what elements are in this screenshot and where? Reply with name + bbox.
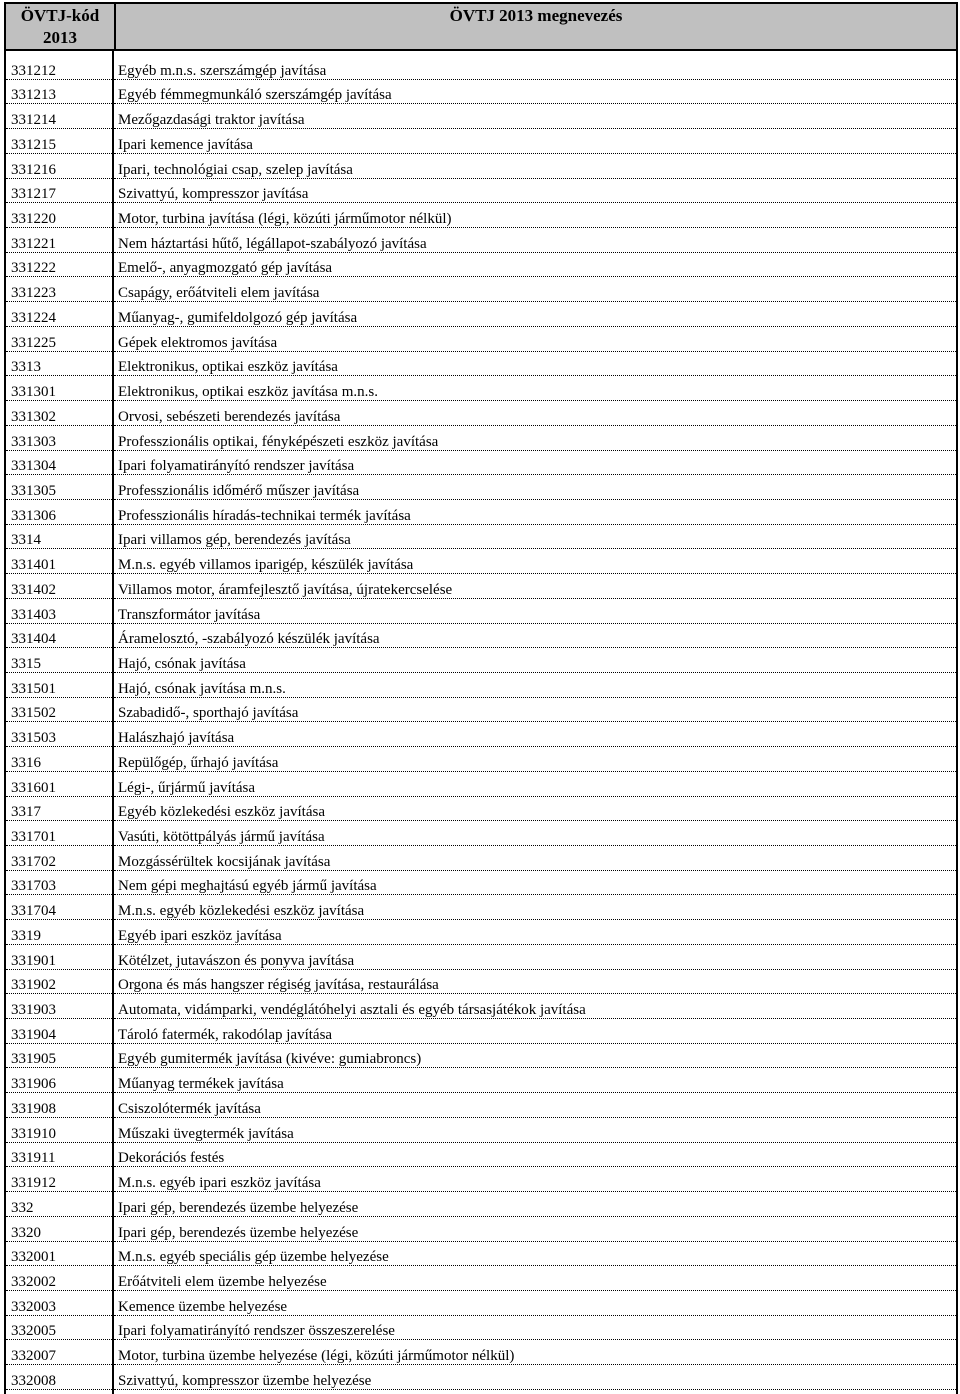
row-name: Transzformátor javítása (118, 606, 261, 623)
row-name: Ipari gép, berendezés üzembe helyezése (118, 1224, 359, 1241)
table-row (0, 625, 960, 650)
table-row (0, 180, 960, 205)
table-row (0, 328, 960, 353)
table-row (0, 1341, 960, 1366)
row-name: Villamos motor, áramfejlesztő javítása, újratekercselése (118, 581, 453, 598)
header-code-label: ÖVTJ-kód (20, 6, 100, 25)
row-code: 331304 (11, 458, 56, 475)
table-row (0, 1119, 960, 1144)
row-code: 3314 (11, 532, 41, 549)
row-name: Dekorációs festés (118, 1150, 225, 1167)
row-code: 331911 (11, 1150, 56, 1167)
table-row (0, 1292, 960, 1317)
row-code: 332003 (11, 1298, 56, 1315)
table-row (0, 1168, 960, 1193)
row-code: 331222 (11, 260, 56, 277)
row-name: Mezőgazdasági traktor javítása (118, 112, 305, 129)
row-name: Erőátviteli elem üzembe helyezése (118, 1273, 327, 1290)
row-code: 3320 (11, 1224, 41, 1241)
row-code: 331702 (11, 853, 56, 870)
table-row (0, 550, 960, 575)
table-row (0, 1218, 960, 1243)
row-name: Ipari folyamatirányító rendszer javítása (118, 458, 355, 475)
row-code: 332005 (11, 1323, 56, 1340)
table-row (0, 81, 960, 106)
table-row (0, 896, 960, 921)
row-code: 3319 (11, 927, 41, 944)
row-name: Egyéb gumitermék javítása (kivéve: gumiabroncs) (118, 1051, 422, 1068)
table-row (0, 452, 960, 477)
row-code: 331401 (11, 557, 56, 574)
row-code: 331225 (11, 334, 56, 351)
row-code: 3313 (11, 359, 41, 376)
header-name-column: ÖVTJ 2013 megnevezés (449, 6, 623, 25)
row-code: 3315 (11, 655, 41, 672)
row-code: 331402 (11, 581, 56, 598)
row-name: Motor, turbina javítása (légi, közúti járműmotor nélkül) (118, 211, 452, 228)
row-name: Professzionális híradás-technikai termék javítása (118, 507, 411, 524)
row-code: 331902 (11, 977, 56, 994)
row-name: Professzionális időmérő műszer javítása (118, 482, 360, 499)
row-name: M.n.s. egyéb villamos iparigép, készülék javítása (118, 557, 414, 574)
row-code: 331703 (11, 878, 56, 895)
row-name: Vasúti, kötöttpályás jármű javítása (118, 829, 325, 845)
row-code: 3317 (11, 804, 41, 821)
table-header (4, 2, 958, 51)
table-row (0, 798, 960, 823)
table-row (0, 847, 960, 872)
row-name: Motor, turbina üzembe helyezése (légi, közúti járműmotor nélkül) (118, 1348, 515, 1365)
table-row (0, 649, 960, 674)
row-code: 331501 (11, 680, 56, 697)
row-name: Műszaki üvegtermék javítása (118, 1125, 294, 1142)
row-name: Kemence üzembe helyezése (118, 1298, 288, 1315)
row-name: Szivattyú, kompresszor üzembe helyezése (118, 1372, 372, 1389)
row-name: Légi-, űrjármű javítása (118, 779, 256, 796)
table-row (0, 56, 960, 81)
table-row (0, 353, 960, 378)
table-row (0, 1069, 960, 1094)
table-row (0, 130, 960, 155)
row-code: 331212 (11, 62, 56, 79)
row-code: 331301 (11, 384, 56, 401)
table-row (0, 723, 960, 748)
row-name: Nem gépi meghajtású egyéb jármű javítása (118, 878, 377, 895)
table-row (0, 476, 960, 501)
row-code: 331704 (11, 903, 56, 920)
row-code: 331912 (11, 1175, 56, 1192)
row-code: 331217 (11, 186, 56, 203)
row-code: 331223 (11, 285, 56, 302)
row-name: Csapágy, erőátviteli elem javítása (118, 285, 320, 302)
row-code: 332007 (11, 1348, 56, 1365)
table-row (0, 204, 960, 229)
row-code: 331214 (11, 112, 56, 129)
table-row (0, 748, 960, 773)
table-row (0, 575, 960, 600)
table-row (0, 1094, 960, 1119)
table-row (0, 1317, 960, 1342)
dotted-rule (114, 746, 956, 747)
table-row (0, 501, 960, 526)
row-code: 3316 (11, 754, 41, 771)
row-name: Professzionális optikai, fényképészeti eszköz javítása (118, 433, 439, 450)
table-row (0, 155, 960, 180)
table-row (0, 105, 960, 130)
row-code: 331502 (11, 705, 56, 722)
row-name: M.n.s. egyéb ipari eszköz javítása (118, 1175, 321, 1192)
table-row (0, 773, 960, 798)
row-name: Egyéb közlekedési eszköz javítása (118, 804, 325, 821)
row-code: 331216 (11, 161, 56, 178)
table-row (0, 600, 960, 625)
row-name: Nem háztartási hűtő, légállapot-szabályozó javítása (118, 235, 427, 252)
row-code: 331215 (11, 136, 56, 153)
row-name: Ipari villamos gép, berendezés javítása (118, 532, 351, 549)
table-row (0, 822, 960, 847)
table-row (0, 1267, 960, 1292)
row-code: 331906 (11, 1076, 56, 1093)
table-row (0, 1366, 960, 1391)
row-name: Egyéb fémmegmunkáló szerszámgép javítása (118, 87, 392, 104)
table-row (0, 377, 960, 402)
dotted-rule (114, 1166, 956, 1167)
row-name: Egyéb m.n.s. szerszámgép javítása (118, 62, 327, 79)
row-name: Szabadidő-, sporthajó javítása (118, 705, 299, 722)
row-code: 331404 (11, 631, 56, 648)
row-code: 332002 (11, 1273, 56, 1290)
table-row (0, 402, 960, 427)
table-row (0, 1243, 960, 1268)
row-name: Hajó, csónak javítása m.n.s. (118, 680, 286, 697)
row-name: Automata, vidámparki, vendéglátóhelyi asztali és egyéb társasjátékok javítása (118, 1002, 586, 1019)
row-code: 331901 (11, 952, 56, 969)
row-code: 331403 (11, 606, 56, 623)
row-name: Repülőgép, űrhajó javítása (118, 754, 279, 771)
row-code: 332008 (11, 1372, 56, 1389)
row-code: 331224 (11, 309, 56, 326)
table-row (0, 254, 960, 279)
header-code-year: 2013 (43, 28, 77, 47)
row-name: Műanyag termékek javítása (118, 1076, 284, 1093)
table-row (0, 1144, 960, 1169)
row-code: 331220 (11, 211, 56, 228)
row-name: Műanyag-, gumifeldolgozó gép javítása (118, 309, 358, 326)
row-code: 331908 (11, 1100, 56, 1117)
row-name: Csiszolótermék javítása (118, 1100, 261, 1117)
row-name: Ipari kemence javítása (118, 136, 253, 153)
row-name: Hajó, csónak javítása (118, 655, 246, 672)
row-name: Orvosi, sebészeti berendezés javítása (118, 408, 341, 425)
row-name: Ipari, technológiai csap, szelep javítása (118, 161, 353, 178)
row-name: Gépek elektromos javítása (118, 334, 278, 351)
row-code: 331701 (11, 829, 56, 845)
row-name: Tároló fatermék, rakodólap javítása (118, 1026, 333, 1043)
row-code: 332001 (11, 1249, 56, 1266)
table-row (0, 971, 960, 996)
table-row (0, 1193, 960, 1218)
table-row (0, 526, 960, 551)
table-row (0, 303, 960, 328)
row-name: Orgona és más hangszer régiség javítása, restaurálása (118, 977, 439, 994)
row-name: M.n.s. egyéb speciális gép üzembe helyezése (118, 1249, 389, 1266)
header-code-column (6, 4, 116, 49)
row-code: 332 (11, 1199, 34, 1216)
table-row (0, 1020, 960, 1045)
table-body (0, 56, 960, 1391)
row-name: Ipari gép, berendezés üzembe helyezése (118, 1199, 359, 1216)
row-name: Elektronikus, optikai eszköz javítása (118, 359, 338, 376)
row-code: 331903 (11, 1002, 56, 1019)
table-row (0, 946, 960, 971)
row-code: 331503 (11, 730, 56, 747)
table-row (0, 278, 960, 303)
table-row (0, 872, 960, 897)
table-row (0, 1045, 960, 1070)
table-row (0, 699, 960, 724)
row-code: 331910 (11, 1125, 56, 1142)
row-code: 331221 (11, 235, 56, 252)
row-code: 331306 (11, 507, 56, 524)
row-code: 331305 (11, 482, 56, 499)
row-code: 331904 (11, 1026, 56, 1043)
row-name: Mozgássérültek kocsijának javítása (118, 853, 331, 870)
row-name: M.n.s. egyéb közlekedési eszköz javítása (118, 903, 365, 920)
table-row (0, 921, 960, 946)
row-name: Ipari folyamatirányító rendszer összeszerelése (118, 1323, 395, 1340)
row-code: 331905 (11, 1051, 56, 1068)
row-name: Áramelosztó, -szabályozó készülék javítása (118, 631, 380, 648)
table-row (0, 995, 960, 1020)
row-code: 331303 (11, 433, 56, 450)
row-name: Elektronikus, optikai eszköz javítása m.n.s. (118, 384, 378, 401)
row-name: Egyéb ipari eszköz javítása (118, 927, 282, 944)
row-name: Szivattyú, kompresszor javítása (118, 186, 309, 203)
row-name: Halászhajó javítása (118, 730, 235, 747)
row-name: Kötélzet, jutavászon és ponyva javítása (118, 952, 355, 969)
table-row (0, 674, 960, 699)
row-code: 331213 (11, 87, 56, 104)
row-code: 331302 (11, 408, 56, 425)
table-row (0, 229, 960, 254)
row-code: 331601 (11, 779, 56, 796)
row-name: Emelő-, anyagmozgató gép javítása (118, 260, 333, 277)
table-row (0, 427, 960, 452)
